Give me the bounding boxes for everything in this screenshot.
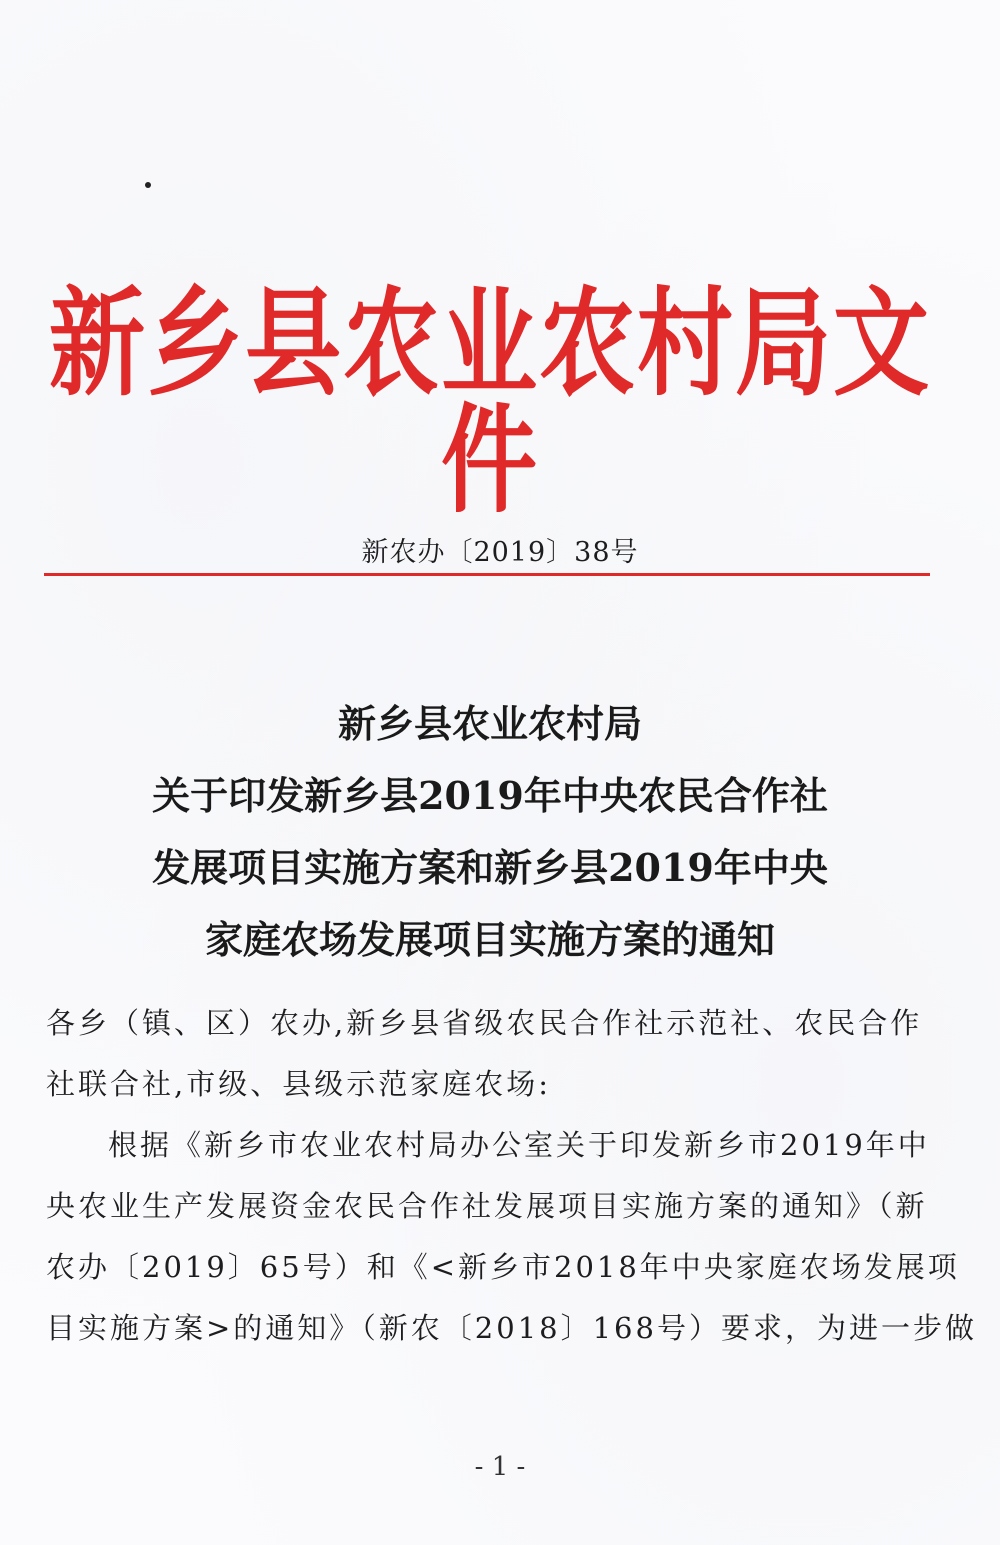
body-line: 根据《新乡市农业农村局办公室关于印发新乡市2019年中 [108, 1128, 930, 1162]
body-line: 目实施方案>的通知》（新农〔2018〕168号）要求，为进一步做 [46, 1311, 977, 1345]
red-divider [44, 573, 930, 576]
body-line: 社联合社,市级、县级示范家庭农场: [46, 1067, 551, 1101]
title-line: 新乡县农业农村局 [337, 701, 642, 746]
document-body [46, 993, 977, 1359]
punch-dot [145, 182, 151, 188]
page-number: - 1 - [474, 1452, 526, 1482]
document-title [40, 688, 940, 976]
document-number: 新农办〔2019〕38号 [361, 537, 639, 568]
title-line: 关于印发新乡县2019年中央农民合作社 [152, 773, 828, 818]
document-masthead: 新乡县农业农村局文件 [49, 274, 931, 529]
title-line: 发展项目实施方案和新乡县2019年中央 [152, 845, 828, 890]
body-line: 农办〔2019〕65号）和《<新乡市2018年中央家庭农场发展项 [46, 1250, 960, 1284]
body-line: 各乡（镇、区）农办,新乡县省级农民合作社示范社、农民合作 [46, 1006, 923, 1040]
title-line: 家庭农场发展项目实施方案的通知 [204, 917, 775, 962]
body-line: 央农业生产发展资金农民合作社发展项目实施方案的通知》（新 [46, 1189, 928, 1223]
